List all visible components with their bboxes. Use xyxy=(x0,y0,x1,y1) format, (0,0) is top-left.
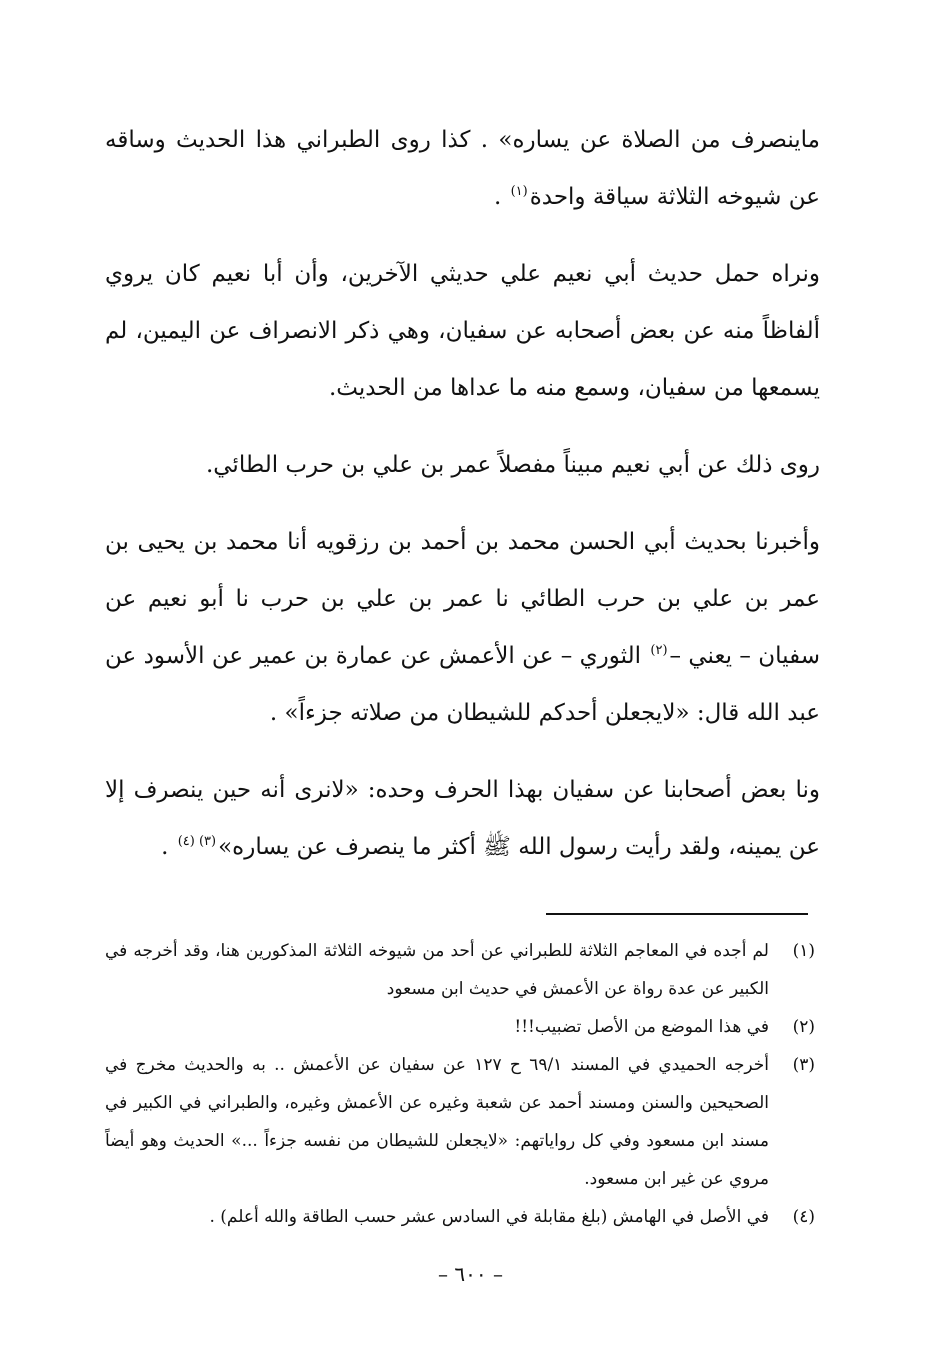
paragraph-tail: . xyxy=(161,834,176,860)
footnote-ref[interactable]: (١) xyxy=(510,184,528,200)
footnote xyxy=(105,1198,815,1236)
footnote-number: (٢) xyxy=(792,1017,815,1037)
footnote-divider xyxy=(546,913,808,915)
footnote-text: لم أجده في المعاجم الثلاثة للطبراني عن أحد من شيوخه الثلاثة المذكورين هنا، وقد أخرجه في الكبير عن عدة رواة عن الأعمش في حديث ابن مسعود xyxy=(105,941,769,999)
footnote-text: أخرجه الحميدي في المسند ٦٩/١ ح ١٢٧ عن سفيان عن الأعمش .. به والحديث مخرج في الصحيحين والسنن ومسند أحمد عن شعبة وغيره عن الأعمش وغيره، والطبراني في الكبير في مسند ابن مسعود وفي كل رواياتهم: «لايجعلن للشيطان من نفسه جزءاً ...» الحديث وهو أيضاً مروي عن غير ابن مسعود. xyxy=(105,1055,769,1189)
footnotes xyxy=(105,932,815,1236)
footnote-number: (٣) xyxy=(792,1055,815,1075)
footnote-ref[interactable]: (٢) xyxy=(650,643,668,659)
footnote xyxy=(105,1046,815,1198)
footnote-text: في الأصل في الهامش (بلغ مقابلة في السادس عشر حسب الطاقة والله أعلم) . xyxy=(209,1207,769,1227)
paragraph xyxy=(105,762,820,876)
footnote-number: (١) xyxy=(792,941,815,961)
paragraph-text: ماينصرف من الصلاة عن يساره» . كذا روى الطبراني هذا الحديث وساقه عن شيوخه الثلاثة سياقة واحدة xyxy=(105,127,820,210)
paragraph xyxy=(105,112,820,226)
paragraph-text: ونراه حمل حديث أبي نعيم علي حديثي الآخرين، وأن أبا نعيم كان يروي ألفاظاً منه عن بعض أصحابه عن سفيان، وهي ذكر الانصراف عن اليمين، لم يسمعها من سفيان، وسمع منه ما عداها من الحديث. xyxy=(105,261,820,401)
footnote-number: (٤) xyxy=(792,1207,815,1227)
paragraph xyxy=(105,437,820,494)
paragraph-tail: الثوري – عن الأعمش عن عمارة بن عمير عن الأسود عن عبد الله قال: «لايجعلن أحدكم للشيطان من صلاته جزءاً» . xyxy=(105,643,820,726)
paragraph-text: روى ذلك عن أبي نعيم مبيناً مفصلاً عمر بن علي بن حرب الطائي. xyxy=(205,452,820,478)
paragraph xyxy=(105,514,820,742)
paragraph-text: وأخبرنا بحديث أبي الحسن محمد بن أحمد بن رزقويه أنا محمد بن يحيى بن عمر بن علي بن حرب الطائي نا عمر بن علي بن حرب نا أبو نعيم عن سفيان – يعني – xyxy=(105,529,820,669)
footnote-ref[interactable]: (٣) (٤) xyxy=(177,834,217,850)
paragraph-text: ونا بعض أصحابنا عن سفيان بهذا الحرف وحده: «لانرى أنه حين ينصرف إلا عن يمينه، ولقد رأيت رسول الله ﷺ أكثر ما ينصرف عن يساره» xyxy=(105,777,820,860)
paragraph xyxy=(105,246,820,417)
page-number: – ٦٠٠ – xyxy=(438,1262,503,1286)
footnote-text: في هذا الموضع من الأصل تضبيب!!! xyxy=(514,1017,769,1037)
footnote xyxy=(105,1008,815,1046)
footnote xyxy=(105,932,815,1008)
main-text xyxy=(105,112,820,896)
paragraph-tail: . xyxy=(493,184,509,210)
